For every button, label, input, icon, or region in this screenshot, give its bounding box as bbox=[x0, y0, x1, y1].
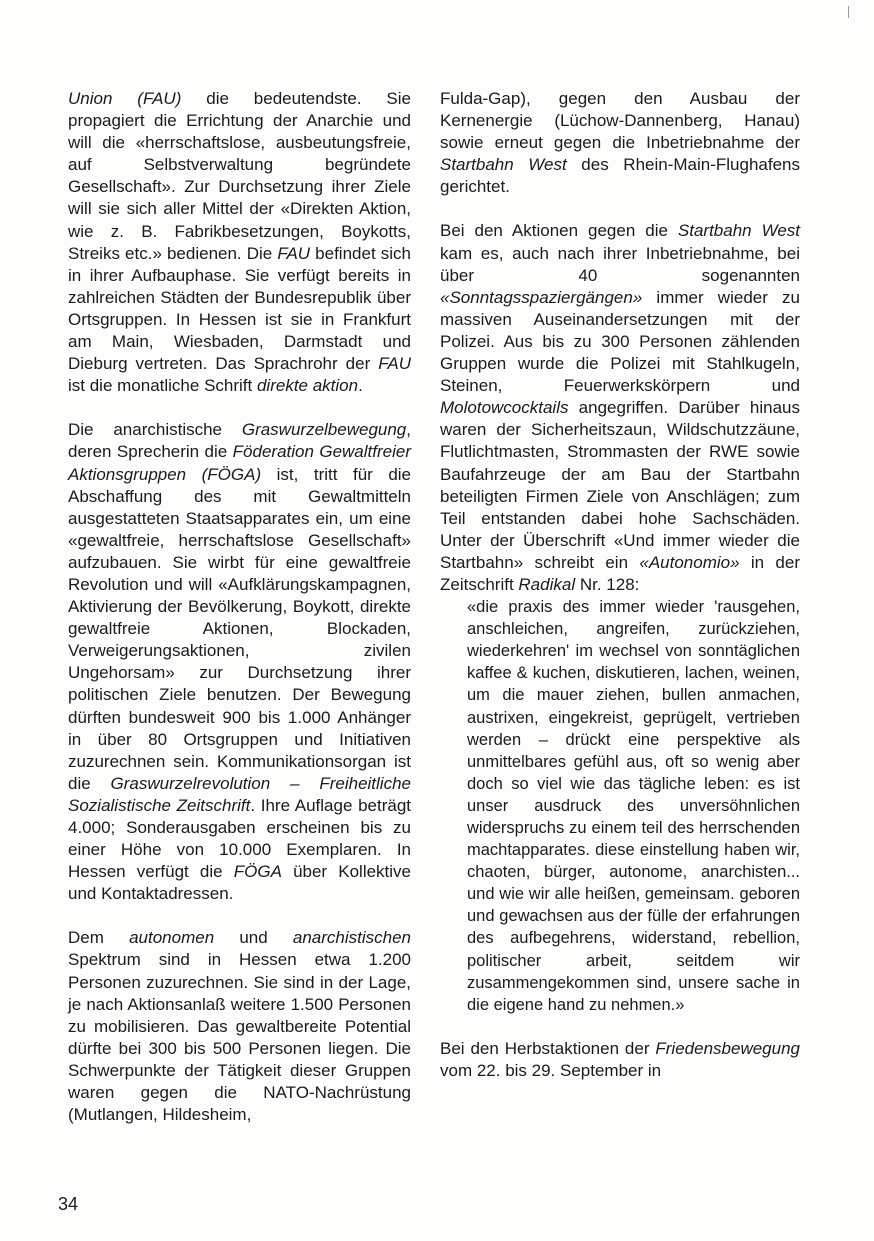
italic-run: Graswurzelrevolution – Freiheitliche Sozialistische Zeitschrift bbox=[68, 773, 411, 815]
paragraph-startbahn-aktionen: Bei den Aktionen gegen die Startbahn West kam es, auch nach ihrer Inbetriebnahme, bei über 40 sogenannten «Sonntagsspaziergängen» immer wieder zu massiven Auseinandersetzungen mit der Polizei. Aus bis zu 300 Personen zählenden Gruppen wurde die Polizei mit Stahlkugeln, Steinen, Feuerwerkskörpern und Molotowcocktails angegriffen. Darüber hinaus waren der Sicherheitszaun, Wildschutzzäune, Flutlichtmasten, Strommasten der RWE sowie Baufahrzeuge der am Bau der Startbahn beteiligten Firmen Ziele von Anschlägen; zum Teil entstanden dabei hohe Sachschäden. Unter der Überschrift «Und immer wieder die Startbahn» schreibt ein «Autonomio» in der Zeitschrift Radikal Nr. 128: bbox=[440, 221, 800, 594]
italic-run: FÖGA bbox=[233, 862, 282, 882]
italic-run: autonomen bbox=[129, 928, 215, 948]
paragraph-startbahn-intro: Fulda-Gap), gegen den Ausbau der Kernenergie (Lüchow-Dannenberg, Hanau) sowie erneut gegen die Inbetriebnahme der Startbahn West des Rhein-Main-Flughafens gerichtet. bbox=[440, 89, 800, 197]
italic-run: Union (FAU) bbox=[68, 89, 182, 108]
quote-radikal: «die praxis des immer wieder 'rausgehen, anschleichen, angreifen, zurückziehen, wiederkehren' im wechsel von sonntäglichen kaffee & kuchen, diskutieren, lachen, weinen, um die mauer ziehen, bullen anmachen, austrixen, eingekreist, geprügelt, vertrieben werden – drückt eine perspektive als unmittelbares gefühl aus, oft so wenig aber doch so viel wie das tägliche leben: es ist unser ausdruck des unversöhnlichen widerspruchs zu einem teil des herrschenden machtapparates. diese einstellung haben wir, chaoten, bürger, autonome, anarchisten... und wie wir alle heißen, gemeinsam. geboren und gewachsen aus der fülle der erfahrungen des aufbegehrens, widerstand, rebellion, politischer arbeit, seitdem wir zusammengekommen sind, unsere sache in die eigene hand zu nehmen.» bbox=[467, 598, 800, 1014]
italic-run: FAU bbox=[378, 354, 411, 374]
italic-run: Graswurzelbewegung bbox=[241, 420, 407, 440]
italic-run: Friedensbewegung bbox=[655, 1038, 800, 1058]
page-number: 34 bbox=[58, 1194, 79, 1214]
scan-edge-mark bbox=[848, 6, 849, 18]
italic-run: Startbahn West bbox=[440, 155, 567, 175]
italic-run: FAU bbox=[277, 243, 311, 263]
italic-run: «Autonomio» bbox=[639, 552, 740, 572]
paragraph-graswurzelbewegung: Die anarchistische Graswurzelbewegung, deren Sprecherin die Föderation Gewaltfreier Aktionsgruppen (FÖGA) ist, tritt für die Abschaffung des mit Gewaltmitteln ausgestatteten Staatsapparates ein, um eine «gewaltfreie, herrschaftslose Gesellschaft» aufzubauen. Sie wirbt für eine gewaltfreie Revolution und will «Aufklärungskampagnen, Aktivierung der Bevölkerung, Boykott, direkte gewaltfreie Aktionen, Blockaden, Verweigerungsaktionen, zivilen Ungehorsam» zur Durchsetzung ihrer politischen Ziele benutzen. Der Bewegung dürften bundesweit 900 bis 1.000 Anhänger in über 80 Ortsgruppen und Initiativen zuzurechnen sein. Kommunikationsorgan ist die Graswurzelrevolution – Freiheitliche Sozialistische Zeitschrift. Ihre Auflage beträgt 4.000; Sonderausgaben erscheinen bis zu einer Höhe von 10.000 Exemplaren. In Hessen verfügt die FÖGA über Kollektive und Kontaktadressen. bbox=[68, 420, 412, 904]
italic-run: «Sonntagsspaziergängen» bbox=[440, 287, 643, 307]
italic-run: anarchistischen bbox=[292, 928, 411, 948]
italic-run: Molotowcocktails bbox=[440, 398, 569, 418]
left-column bbox=[68, 88, 411, 1126]
paragraph-fau: Union (FAU) die bedeutendste. Sie propagiert die Errichtung der Anarchie und will die «herrschaftslose, ausbeutungsfreie, auf Selbstverwaltung begründete Gesellschaft». Zur Durchsetzung ihrer Ziele will sie sich aller Mittel der «Direkten Aktion, wie z. B. Fabrikbesetzungen, Boykotts, Streiks etc.» bedienen. Die FAU befindet sich in ihrer Aufbauphase. Sie verfügt bereits in zahlreichen Städten der Bundesrepublik über Ortsgruppen. In Hessen ist sie in Frankfurt am Main, Wiesbaden, Darmstadt und Dieburg vertreten. Das Sprachrohr der FAU ist die monatliche Schrift direkte aktion. bbox=[68, 89, 412, 396]
italic-run: Föderation Gewaltfreier Aktionsgruppen (FÖGA) bbox=[68, 442, 411, 484]
italic-run: direkte aktion bbox=[256, 376, 359, 396]
paragraph-herbstaktionen: Bei den Herbstaktionen der Friedensbewegung vom 22. bis 29. September in bbox=[440, 1038, 800, 1080]
italic-run: Startbahn West bbox=[677, 221, 800, 241]
italic-run: Radikal bbox=[518, 574, 576, 594]
right-column bbox=[440, 88, 800, 1082]
paragraph-autonome-spektrum: Dem autonomen und anarchistischen Spektrum sind in Hessen etwa 1.200 Personen zuzurechnen. Sie sind in der Lage, je nach Aktionsanlaß weitere 1.500 Personen zu mobilisieren. Das gewaltbereite Potential dürfte bei 300 bis 500 Personen liegen. Die Schwerpunkte der Tätigkeit dieser Gruppen waren gegen die NATO-Nachrüstung (Mutlangen, Hildesheim, bbox=[68, 928, 411, 1125]
